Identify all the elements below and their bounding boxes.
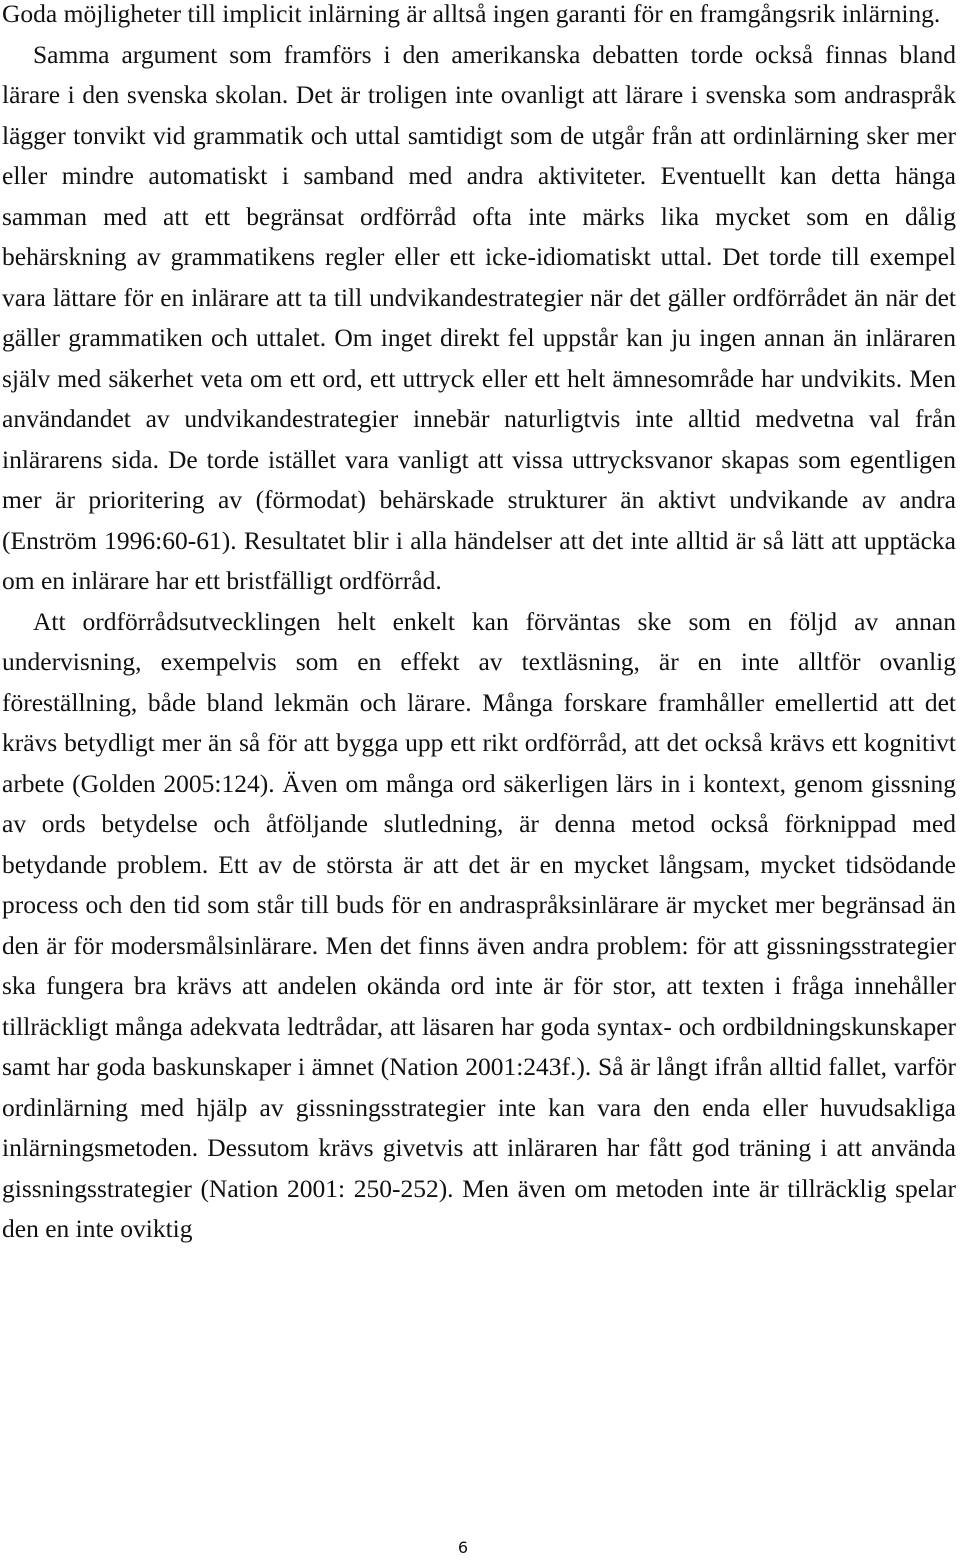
body-text <box>2 0 956 1250</box>
paragraph-2: Samma argument som framförs i den amerikanska debatten torde också finnas bland lärare i den svenska skolan. Det är troligen inte ovanligt att lärare i svenska som andraspråk lägger tonvikt vid grammatik och uttal samtidigt som de utgår från att ordinlärning sker mer eller mindre automatiskt i samband med andra aktiviteter. Eventuellt kan detta hänga samman med att ett begränsat ordförråd ofta inte märks lika mycket som en dålig behärskning av grammatikens regler eller ett icke-idiomatiskt uttal. Det torde till exempel vara lättare för en inlärare att ta till undvikandestrategier när det gäller ordförrådet än när det gäller grammatiken och uttalet. Om inget direkt fel uppstår kan ju ingen annan än inläraren själv med säkerhet veta om ett ord, ett uttryck eller ett helt ämnesområde har undvikits. Men användandet av undvikandestrategier innebär naturligtvis inte alltid medvetna val från inlärarens sida. De torde istället vara vanligt att vissa uttrycksvanor skapas som egentligen mer är prioritering av (förmodat) behärskade strukturer än aktivt undvikande av andra (Enström 1996:60-61). Resultatet blir i alla händelser att det inte alltid är så lätt att upptäcka om en inlärare har ett bristfälligt ordförråd. <box>2 39 956 595</box>
paragraph-1: Goda möjligheter till implicit inlärning är alltså ingen garanti för en framgångsrik inlärning. <box>2 0 941 28</box>
page-number: 6 <box>457 1538 469 1557</box>
paragraph-3: Att ordförrådsutvecklingen helt enkelt kan förväntas ske som en följd av annan undervisning, exempelvis som en effekt av textläsning, är en inte alltför ovanlig föreställning, både bland lekmän och lärare. Många forskare framhåller emellertid att det krävs betydligt mer än så för att bygga upp ett rikt ordförråd, att det också krävs ett kognitivt arbete (Golden 2005:124). Även om många ord säkerligen lärs in i kontext, genom gissning av ords betydelse och åtföljande slutledning, är denna metod också förknippad med betydande problem. Ett av de största är att det är en mycket långsam, mycket tidsödande process och den tid som står till buds för en andraspråksinlärare är mycket mer begränsad än den är för modersmålsinlärare. Men det finns även andra problem: för att gissningsstrategier ska fungera bra krävs att andelen okända ord inte är för stor, att texten i fråga innehåller tillräckligt många adekvata ledtrådar, att läsaren har goda syntax- och ordbildningskunskaper samt har goda baskunskaper i ämnet (Nation 2001:243f.). Så är långt ifrån alltid fallet, varför ordinlärning med hjälp av gissningsstrategier inte kan vara den enda eller huvudsakliga inlärningsmetoden. Dessutom krävs givetvis att inläraren har fått god träning i att använda gissningsstrategier (Nation 2001: 250-252). Men även om metoden inte är tillräcklig spelar den en inte oviktig <box>2 606 956 1243</box>
